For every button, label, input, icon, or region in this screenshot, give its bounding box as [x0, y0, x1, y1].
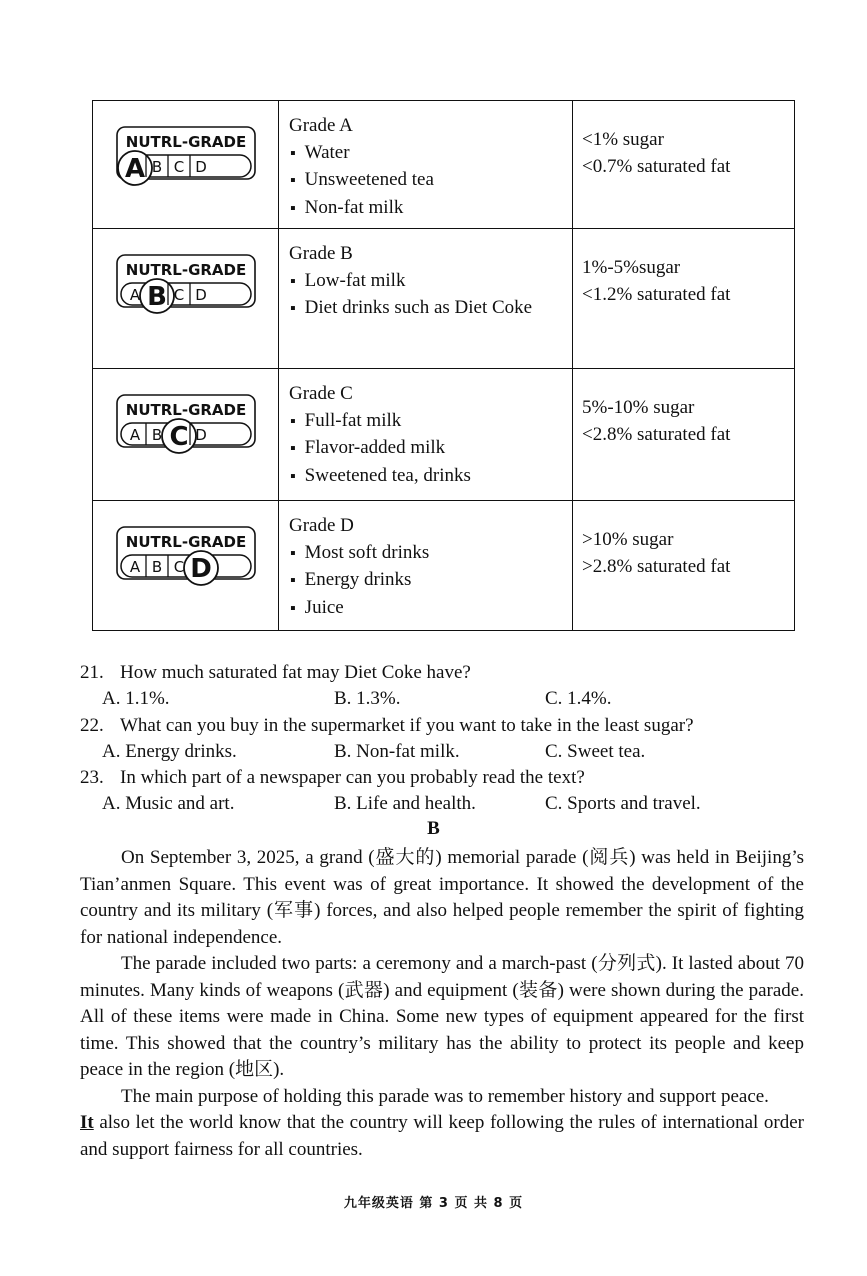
nutri-grade-badge-icon: [107, 243, 267, 323]
drink-item: [289, 167, 572, 195]
badge-letter: A: [129, 286, 141, 304]
badge-letter: D: [195, 426, 207, 444]
grade-items-cell: [279, 101, 573, 229]
grade-items-cell: [279, 501, 573, 631]
nutri-grade-table: [92, 100, 795, 631]
drink-item: [289, 567, 572, 595]
badge-title: NUTRL-GRADE: [125, 533, 247, 551]
drink-item: [289, 140, 572, 168]
limit-line: <1% sugar: [582, 129, 664, 150]
badge-letter: B: [151, 558, 163, 576]
grade-title: Grade B: [289, 243, 353, 264]
badge-letter: B: [151, 158, 163, 176]
badge-letter: C: [173, 286, 185, 304]
question-stem: [80, 713, 820, 739]
drink-item-label: Sweetened tea, drinks: [304, 464, 471, 486]
options-row: [80, 739, 820, 765]
limits-cell: [573, 501, 795, 631]
drink-item-label: Diet drinks such as Diet Coke: [304, 297, 533, 318]
grade-row: [93, 229, 795, 369]
drink-item-label: Juice: [304, 596, 344, 618]
drink-item: [289, 595, 572, 623]
badge-letter: C: [173, 158, 185, 176]
badge-cell: [93, 501, 279, 631]
badge-title: NUTRL-GRADE: [125, 261, 247, 279]
badge-letter: B: [151, 426, 163, 444]
badge-cell: [93, 229, 279, 369]
question-text: What can you buy in the supermarket if you want to take in the least sugar?: [120, 714, 694, 736]
grade-title: Grade C: [289, 383, 353, 404]
grade-items-cell: [279, 369, 573, 501]
grade-title: Grade D: [289, 515, 354, 536]
drink-item: [289, 435, 572, 463]
answer-option[interactable]: B. Life and health.: [334, 793, 476, 815]
drink-item-label: Non-fat milk: [304, 196, 404, 218]
badge-letter: D: [195, 286, 207, 304]
answer-option[interactable]: C. Sweet tea.: [545, 740, 646, 762]
paragraph-4-text: also let the world know that the country will keep following the rules of international order and support fairness for all countries.: [80, 1112, 804, 1160]
question-number: 22.: [80, 714, 104, 736]
badge-letter: A: [129, 426, 141, 444]
paragraph-4: [80, 1110, 804, 1163]
drink-item: [289, 295, 572, 323]
limits-cell: [573, 101, 795, 229]
question-number: 21.: [80, 662, 104, 683]
badge-title: NUTRL-GRADE: [125, 133, 247, 151]
grade-items-cell: [279, 229, 573, 369]
drink-item: [289, 540, 572, 568]
options-row: [80, 686, 820, 712]
page-footer: 九年级英语 第 3 页 共 8 页: [343, 1196, 524, 1211]
badge-letter-selected: A: [124, 154, 146, 184]
limit-line: <1.2% saturated fat: [582, 283, 731, 305]
grade-row: [93, 101, 795, 229]
badge-cell: [93, 101, 279, 229]
badge-letter-selected: B: [147, 282, 167, 312]
question-text: How much saturated fat may Diet Coke have?: [120, 662, 471, 683]
paragraph-3: The main purpose of holding this parade was to remember history and support peace.: [121, 1085, 769, 1107]
options-row: [80, 791, 820, 817]
badge-letter-selected: D: [190, 554, 212, 584]
question-text: In which part of a newspaper can you probably read the text?: [120, 767, 585, 789]
question-number: 23.: [80, 767, 104, 789]
reading-passage: [80, 845, 804, 1163]
underlined-it: It: [80, 1112, 94, 1133]
drink-item: [289, 268, 572, 296]
answer-option[interactable]: C. 1.4%.: [545, 688, 612, 710]
paragraph-2: The parade included two parts: a ceremony and a march-past (分列式). It lasted about 70 minutes. Many kinds of weapons (武器) and equipment (装备) were shown during the parade. All of these items were made in China. Some new types of equipment appeared for the first time. This showed that the country’s military has the ability to protect its people and keep peace in the region (地区).: [80, 953, 804, 1080]
drink-item-label: Low-fat milk: [304, 269, 406, 291]
section-label: B: [427, 818, 440, 839]
drink-item-label: Most soft drinks: [304, 541, 430, 563]
limit-line: <2.8% saturated fat: [582, 423, 731, 445]
badge-letter: A: [129, 558, 141, 576]
answer-option[interactable]: B. 1.3%.: [334, 688, 401, 710]
drink-item-label: Full-fat milk: [304, 409, 402, 431]
nutri-grade-badge-icon: [107, 115, 267, 195]
badge-letter: D: [195, 158, 207, 176]
badge-cell: [93, 369, 279, 501]
questions-block: [80, 660, 820, 818]
badge-letter: C: [173, 558, 185, 576]
grade-title: Grade A: [289, 115, 353, 136]
drink-item-label: Energy drinks: [304, 569, 412, 590]
drink-item-label: Water: [304, 141, 350, 163]
limit-line: <0.7% saturated fat: [582, 155, 731, 177]
answer-option[interactable]: A. 1.1%.: [102, 688, 170, 710]
drink-item: [289, 195, 572, 223]
limits-cell: [573, 229, 795, 369]
drink-item: [289, 408, 572, 436]
paragraph-1: On September 3, 2025, a grand (盛大的) memorial parade (阅兵) was held in Beijing’s Tian’anmen Square. This event was of great importance. It showed the development of the country and its military (军事) forces, and also helped people remember the spirit of fighting for national independence.: [80, 847, 804, 948]
question-stem: [80, 765, 820, 791]
answer-option[interactable]: A. Energy drinks.: [102, 740, 237, 762]
limit-line: 5%-10% sugar: [582, 397, 695, 418]
drink-item-label: Unsweetened tea: [304, 169, 434, 190]
limit-line: 1%-5%sugar: [582, 257, 681, 278]
limit-line: >2.8% saturated fat: [582, 555, 731, 577]
grade-row: [93, 369, 795, 501]
drink-item-label: Flavor-added milk: [304, 437, 446, 458]
nutri-grade-badge-icon: [107, 515, 267, 595]
nutri-grade-badge-icon: [107, 383, 267, 463]
answer-option[interactable]: B. Non-fat milk.: [334, 740, 460, 762]
badge-title: NUTRL-GRADE: [125, 401, 247, 419]
answer-option[interactable]: A. Music and art.: [102, 793, 235, 815]
badge-letter-selected: C: [169, 422, 189, 452]
limits-cell: [573, 369, 795, 501]
grade-row: [93, 501, 795, 631]
drink-item: [289, 463, 572, 491]
limit-line: >10% sugar: [582, 529, 674, 550]
question-stem: [80, 660, 820, 686]
answer-option[interactable]: C. Sports and travel.: [545, 793, 701, 815]
